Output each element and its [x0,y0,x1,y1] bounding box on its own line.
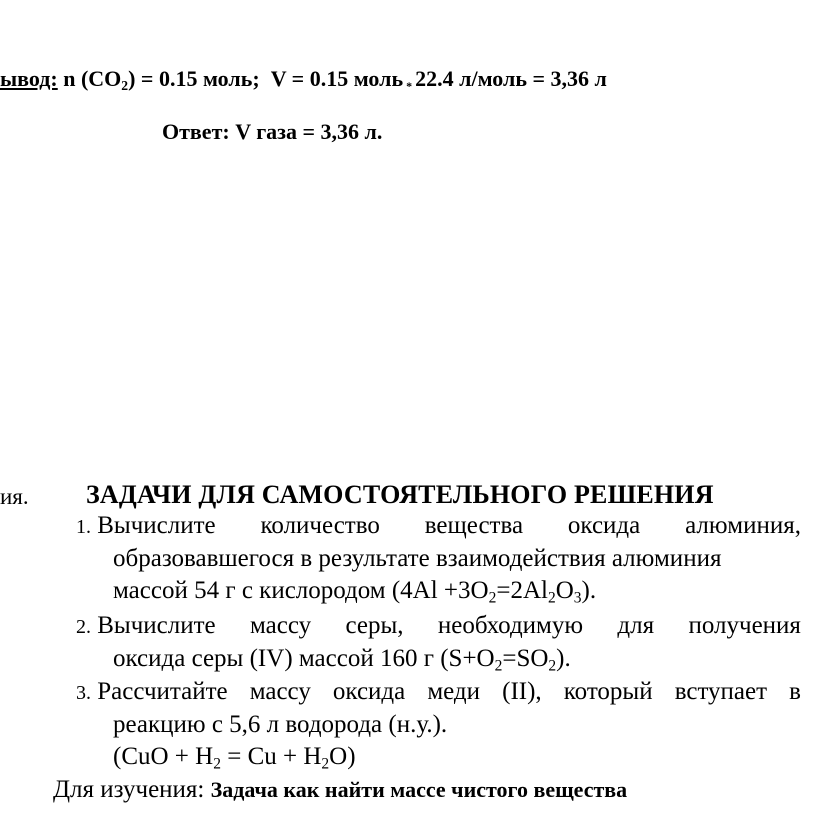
task-line: образовавшегося в результате взаимодействия алюминия [113,545,722,572]
task-word: в [789,678,801,705]
task-word: алюминия, [685,512,801,539]
moles-subscript: 2 [121,78,129,94]
clipped-text-fragment: ия. [0,484,29,509]
task-line-formula [76,741,801,773]
task-line [76,510,801,543]
task-word: Вычислите [97,512,216,539]
subscript: 2 [321,755,330,773]
task-word: который [563,678,653,705]
task-text: массой 54 г с кислородом (4Al +3O [113,577,489,604]
task-text: (CuO + H [113,743,214,770]
task-word: Рассчитайте [97,678,228,705]
moles-value: ) = 0.15 моль; [128,66,260,91]
task-number: 1. [76,516,91,538]
task-word: Вычислите [97,612,216,639]
task-text: = Cu + H [220,743,322,770]
task-line [76,610,801,643]
conclusion-label: ывод: [0,66,58,91]
conclusion-line [0,66,607,94]
task-number-and-word [76,676,228,709]
task-word: (II), [502,678,542,705]
task-word: вещества [424,512,524,539]
task-number: 2. [76,616,91,638]
task-word: количество [260,512,380,539]
task-line: реакцию с 5,6 л водорода (н.у.). [113,711,448,738]
task-line-formula [76,643,801,675]
task-text: ). [581,577,597,604]
subscript: 2 [488,589,497,607]
task-item [76,510,801,607]
task-text: =SO [502,645,549,672]
task-word: серы, [345,612,404,639]
task-text: O [555,577,574,604]
subscript: 2 [213,755,221,773]
task-word: массу [249,678,311,705]
task-text: =2Al [496,577,548,604]
task-number-and-word [76,610,216,643]
footer-line [53,776,627,804]
task-word: оксида [567,512,641,539]
footer-topic: Задача как найти массе чистого вещества [210,777,628,802]
task-word: необходимую [437,612,584,639]
task-word: меди [427,678,481,705]
subscript: 3 [573,589,582,607]
footer-label: Для изучения: [53,776,205,803]
task-line-formula [76,575,801,607]
task-text: O) [329,743,356,770]
task-item [76,610,801,675]
subscript: 2 [494,657,503,675]
section-title: ЗАДАЧИ ДЛЯ САМОСТОЯТЕЛЬНОГО РЕШЕНИЯ [86,480,714,509]
task-number-and-word [76,510,216,543]
task-word: для [617,612,655,639]
task-item [76,676,801,773]
task-word: получения [688,612,801,639]
volume-formula: V = 0.15 моль [270,66,404,91]
task-line [76,676,801,709]
task-text: ). [556,645,571,672]
task-word: вступает [674,678,768,705]
subscript: 2 [548,657,557,675]
task-word: оксида [332,678,406,705]
task-word: массу [250,612,312,639]
multiply-sign: * [406,79,413,93]
volume-result: 22.4 л/моль = 3,36 л [415,66,607,91]
answer-line: Ответ: V газа = 3,36 л. [162,119,383,144]
subscript: 2 [547,589,556,607]
task-text: оксида серы (IV) массой 160 г (S+O [113,645,495,672]
task-number: 3. [76,682,91,704]
moles-formula: n (CO [63,66,122,91]
